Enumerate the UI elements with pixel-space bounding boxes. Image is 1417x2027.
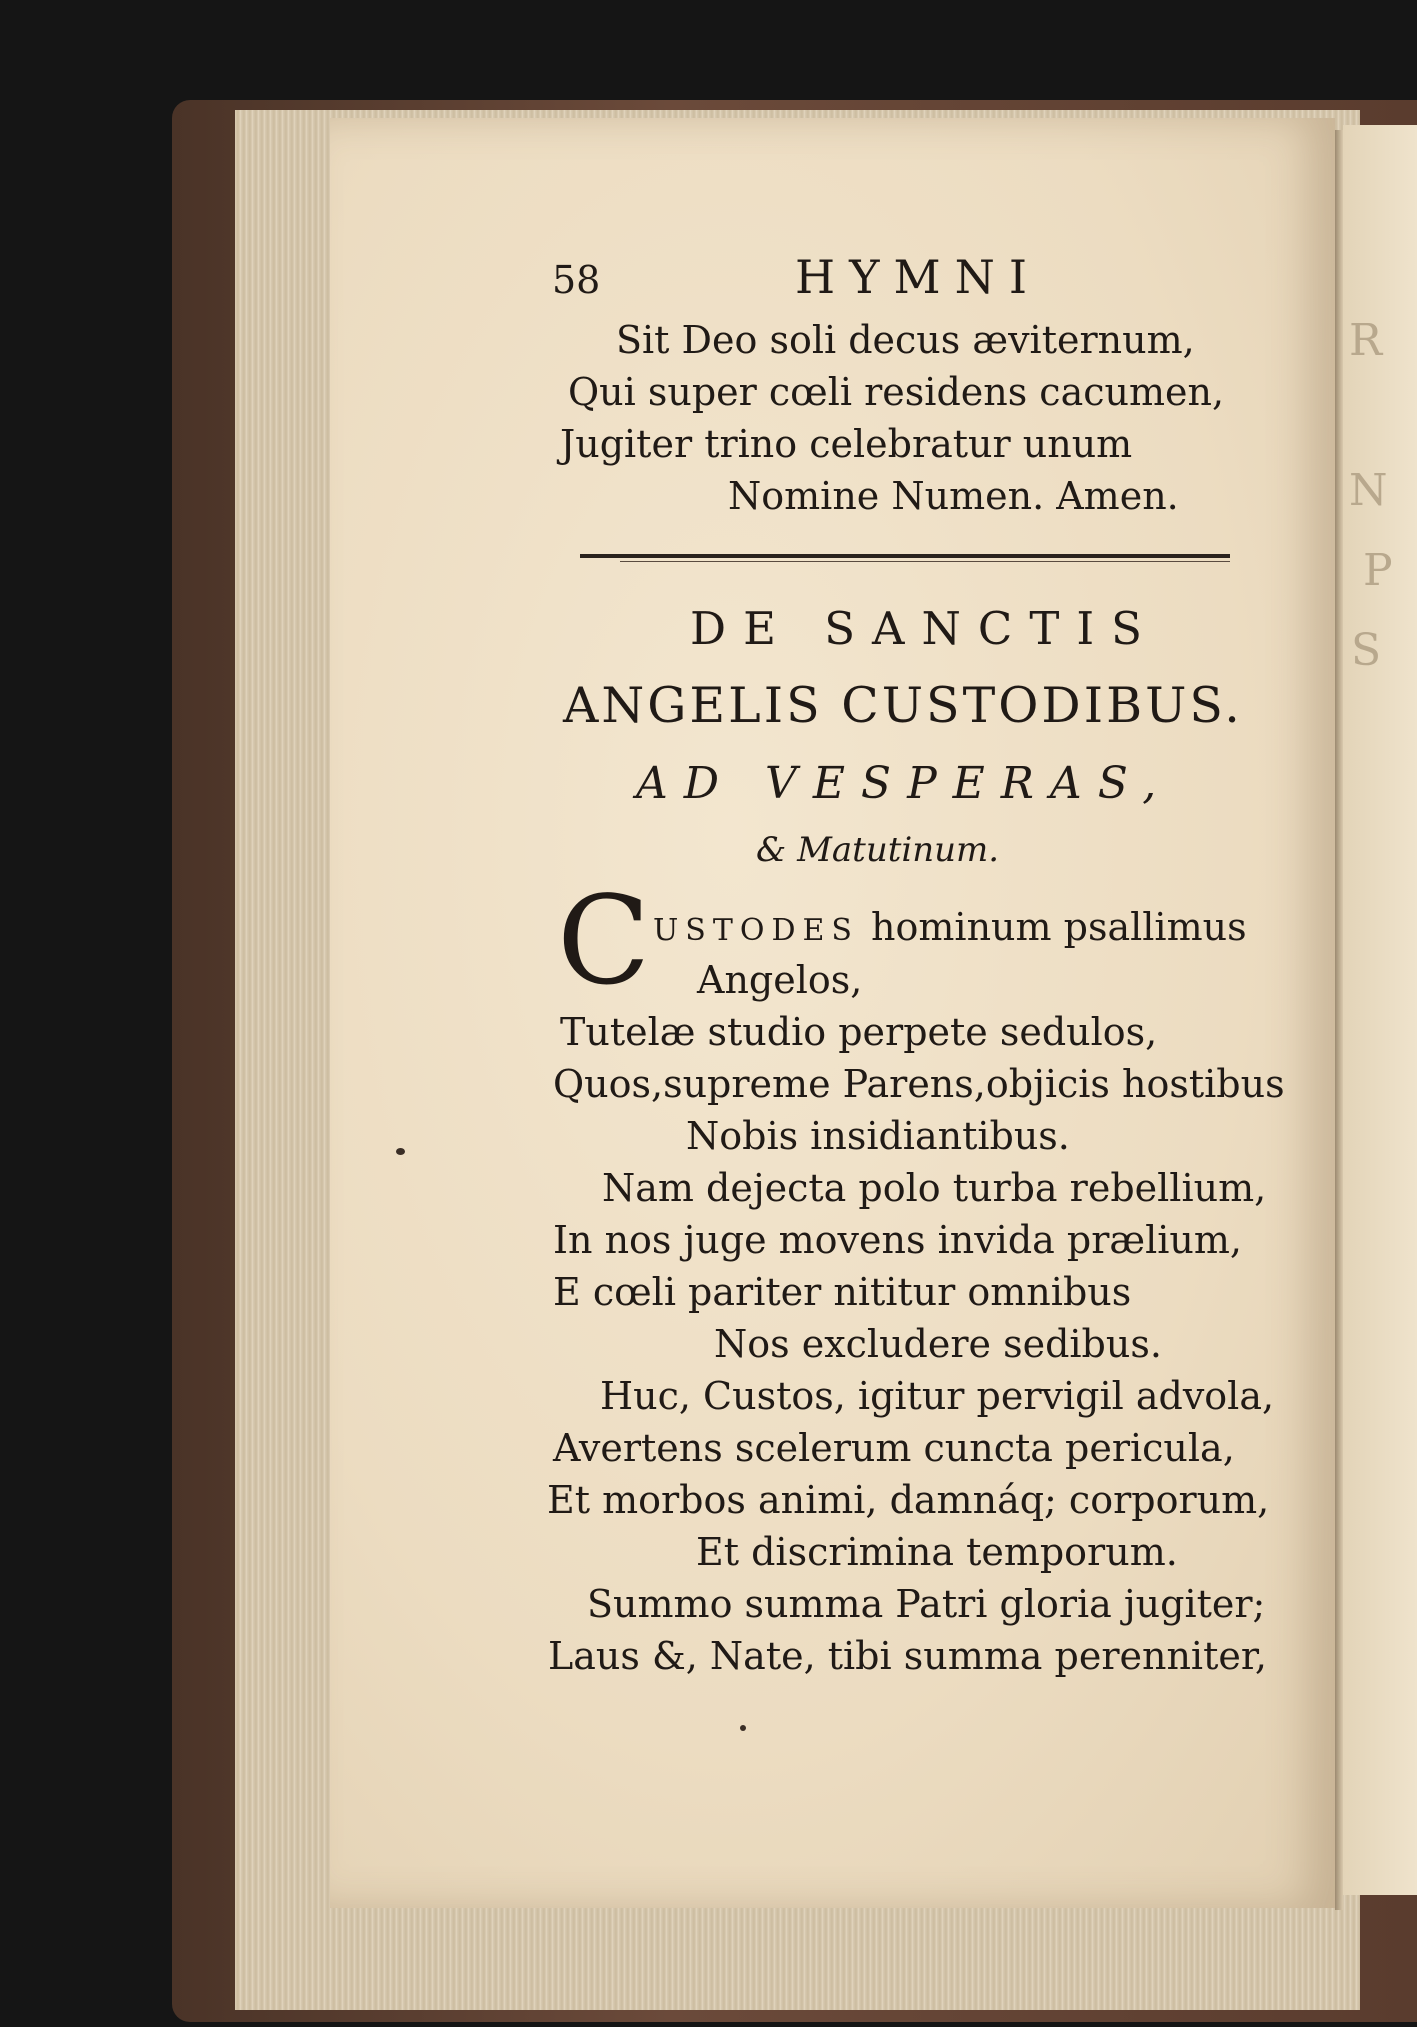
verse-line: Jugiter trino celebratur unum bbox=[560, 422, 1133, 466]
running-title: HYMNI bbox=[795, 250, 1042, 304]
section-subtitle-2: & Matutinum. bbox=[756, 830, 1000, 870]
section-rule bbox=[580, 554, 1230, 558]
verse-line: Nomine Numen. Amen. bbox=[728, 474, 1179, 518]
facing-page: R N P S bbox=[1343, 125, 1417, 1895]
verse-line: Summo summa Patri gloria jugiter; bbox=[587, 1582, 1266, 1626]
first-word: USTODES bbox=[653, 913, 859, 948]
verse-line: Tutelæ studio perpete sedulos, bbox=[560, 1010, 1158, 1054]
verse-line: Qui super cœli residens cacumen, bbox=[568, 370, 1225, 414]
section-subtitle: AD VESPERAS, bbox=[636, 758, 1173, 809]
verse-line: E cœli pariter nititur omnibus bbox=[553, 1270, 1132, 1314]
verse-line: Nam dejecta polo turba rebellium, bbox=[602, 1166, 1267, 1210]
verse-line: In nos juge movens invida prælium, bbox=[553, 1218, 1242, 1262]
section-rule-thin bbox=[620, 561, 1230, 562]
verse-line: Nos excludere sedibus. bbox=[714, 1322, 1162, 1366]
page-number: 58 bbox=[552, 258, 601, 302]
verse-line: Huc, Custos, igitur pervigil advola, bbox=[600, 1374, 1275, 1418]
verse-line: Angelos, bbox=[697, 958, 863, 1002]
book-gutter bbox=[1335, 130, 1343, 1910]
verse-line: Et discrimina temporum. bbox=[696, 1530, 1178, 1574]
drop-cap: C bbox=[557, 870, 651, 1012]
section-title-line2: ANGELIS CUSTODIBUS. bbox=[563, 677, 1243, 734]
verse-line: Avertens scelerum cuncta pericula, bbox=[553, 1426, 1235, 1470]
ink-speck bbox=[396, 1148, 405, 1155]
verse-line: Quos,supreme Parens,objicis hostibus bbox=[553, 1062, 1285, 1106]
first-line-text: hominum psallimus bbox=[871, 905, 1247, 949]
verse-line: Sit Deo soli decus æviternum, bbox=[616, 318, 1195, 362]
verse-line: Laus &, Nate, tibi summa perenniter, bbox=[548, 1634, 1267, 1678]
hymn-first-line bbox=[653, 905, 1247, 949]
ink-speck bbox=[740, 1725, 746, 1731]
verse-line: Et morbos animi, damnáq; corporum, bbox=[547, 1478, 1270, 1522]
section-title-line1: DE SANCTIS bbox=[690, 602, 1159, 655]
verse-line: Nobis insidiantibus. bbox=[686, 1114, 1070, 1158]
